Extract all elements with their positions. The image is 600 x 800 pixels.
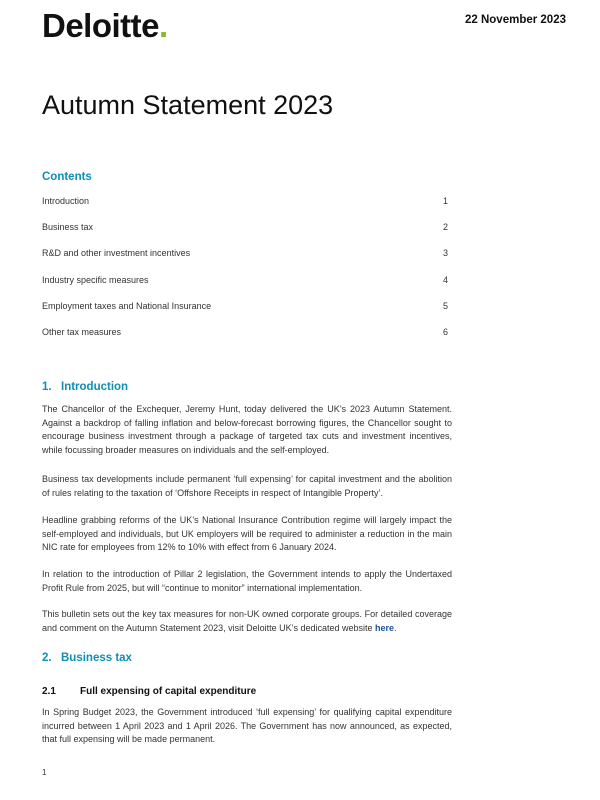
toc-item-page: 4 bbox=[442, 274, 448, 285]
toc-item-label: R&D and other investment incentives bbox=[42, 248, 191, 259]
toc-item-other-measures[interactable] bbox=[42, 327, 448, 353]
toc-item-industry-measures[interactable] bbox=[42, 275, 448, 301]
section-number: 1. bbox=[42, 381, 52, 393]
logo-text: Deloitte bbox=[42, 7, 160, 44]
toc-item-page: 3 bbox=[442, 248, 448, 259]
toc-item-introduction[interactable] bbox=[42, 196, 448, 222]
intro-paragraph-2: Business tax developments include permanent ‘full expensing’ for capital investment and the abolition of rules relating to the taxation of ‘Offshore Receipts in respect of Intangible Property’. bbox=[42, 474, 452, 498]
deloitte-logo bbox=[42, 6, 168, 46]
intro-paragraph-3: Headline grabbing reforms of the UK’s National Insurance Contribution regime will largely impact the self-employed and individuals, but UK employers will be required to administer a reduction in the main NIC rate for employees from 12% to 10% with effect from 6 January 2024. bbox=[42, 515, 452, 553]
toc-item-label: Business tax bbox=[42, 222, 94, 233]
intro-paragraph-5 bbox=[42, 608, 452, 635]
toc-item-page: 5 bbox=[442, 300, 448, 311]
section-title: Business tax bbox=[61, 652, 132, 664]
intro-paragraph-4: In relation to the introduction of Pillar 2 legislation, the Government intends to apply the Undertaxed Profit Rule from 2025, but will “continue to monitor” international implementation. bbox=[42, 569, 452, 593]
intro-paragraph-5-end: . bbox=[394, 622, 397, 633]
here-link[interactable]: here bbox=[375, 622, 395, 633]
subsection-number: 2.1 bbox=[42, 686, 56, 697]
toc-item-page: 1 bbox=[442, 196, 448, 206]
contents-heading: Contents bbox=[42, 171, 92, 183]
intro-paragraph-5-text: This bulletin sets out the key tax measures for non-UK owned corporate groups. For detailed coverage and comment on the Autumn Statement 2023, visit Deloitte UK’s dedicated website bbox=[42, 609, 452, 633]
toc-item-page: 6 bbox=[442, 326, 448, 337]
table-of-contents bbox=[42, 196, 448, 353]
logo-dot: . bbox=[159, 7, 168, 44]
toc-item-label: Employment taxes and National Insurance bbox=[42, 300, 212, 311]
toc-item-page: 2 bbox=[442, 222, 448, 233]
section-heading-business-tax bbox=[42, 652, 132, 664]
section-title: Introduction bbox=[61, 381, 129, 393]
page-number: 1 bbox=[42, 768, 47, 777]
subsection-title: Full expensing of capital expenditure bbox=[80, 686, 257, 697]
subsection-heading-full-expensing bbox=[42, 686, 256, 697]
toc-item-label: Other tax measures bbox=[42, 326, 122, 337]
toc-item-label: Industry specific measures bbox=[42, 274, 149, 285]
toc-item-rd-incentives[interactable] bbox=[42, 248, 448, 274]
toc-item-business-tax[interactable] bbox=[42, 222, 448, 248]
publication-date: 22 November 2023 bbox=[464, 14, 566, 26]
section-number: 2. bbox=[42, 652, 52, 664]
toc-item-label: Introduction bbox=[42, 196, 90, 206]
section-heading-introduction bbox=[42, 381, 128, 393]
toc-item-employment-taxes[interactable] bbox=[42, 301, 448, 327]
full-expensing-paragraph: In Spring Budget 2023, the Government introduced ‘full expensing’ for qualifying capital expenditure incurred between 1 April 2023 and 1 April 2026. The Government has now announced, as expected, that full expensing will be made permanent. bbox=[42, 707, 452, 745]
document-title: Autumn Statement 2023 bbox=[42, 90, 334, 120]
intro-paragraph-1: The Chancellor of the Exchequer, Jeremy Hunt, today delivered the UK’s 2023 Autumn Statement. Against a backdrop of falling inflation and below-forecast borrowing figures, the Chancellor sought to encourage business investment through a package of targeted tax cuts and investment incentives, while focussing broader measures on individuals and the self-employed. bbox=[42, 404, 452, 455]
